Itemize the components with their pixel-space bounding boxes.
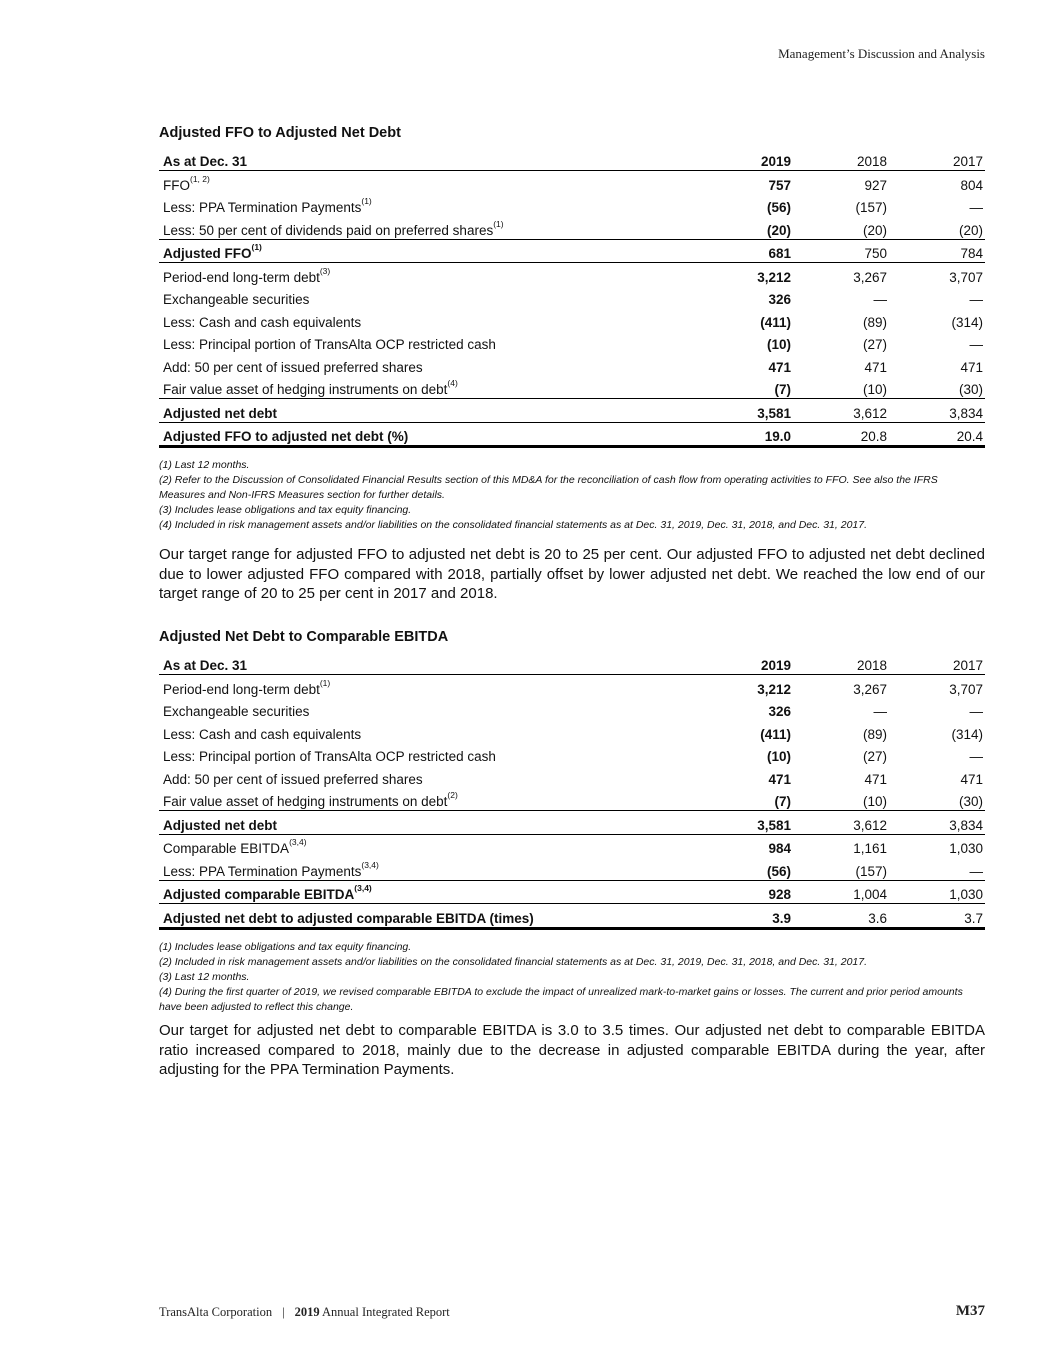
table-row bbox=[159, 720, 985, 743]
cell-2017: 804 bbox=[960, 177, 983, 193]
cell-2017: 3,707 bbox=[949, 681, 983, 697]
table-row bbox=[159, 376, 985, 399]
row-label: Add: 50 per cent of issued preferred shares bbox=[163, 359, 423, 375]
table-title: Adjusted Net Debt to Comparable EBITDA bbox=[159, 629, 449, 645]
row-label: Fair value asset of hedging instruments on debt bbox=[163, 382, 448, 397]
row-label: Less: 50 per cent of dividends paid on preferred shares bbox=[163, 222, 494, 238]
table-row-subtotal bbox=[159, 880, 985, 904]
cell-2019: (7) bbox=[774, 382, 791, 397]
footnote-ref: (3,4) bbox=[289, 837, 307, 847]
table-footnotes bbox=[159, 458, 985, 533]
cell-2019: 326 bbox=[768, 704, 791, 719]
cell-2017: 1,030 bbox=[889, 834, 985, 857]
footnote-ref: (1, 2) bbox=[190, 173, 210, 184]
cell-2019: (56) bbox=[766, 200, 791, 215]
cell-2019: (411) bbox=[760, 314, 791, 330]
cell-2018: 471 bbox=[864, 359, 887, 375]
footnote-ref: (1) bbox=[361, 196, 372, 206]
table-row-subtotal bbox=[159, 239, 985, 263]
row-label: Less: Cash and cash equivalents bbox=[163, 726, 362, 742]
cell-2018: 3,612 bbox=[793, 811, 889, 835]
cell-2018: 471 bbox=[864, 771, 887, 787]
cell-2017: 3,834 bbox=[889, 811, 985, 835]
row-label: Exchangeable securities bbox=[163, 292, 310, 307]
cell-2017: — bbox=[969, 292, 983, 307]
financial-table bbox=[159, 149, 985, 448]
row-label: Less: PPA Termination Payments bbox=[163, 200, 362, 215]
cell-2017: 3,834 bbox=[889, 399, 985, 423]
footnote: (3) Includes lease obligations and tax equity financing. bbox=[159, 504, 412, 516]
table-net-debt-to-ebitda bbox=[159, 629, 985, 1015]
footnote-ref: (1) bbox=[319, 677, 331, 688]
footer-separator: | bbox=[282, 1305, 285, 1319]
cell-2019: 471 bbox=[768, 771, 791, 787]
cell-2018: (27) bbox=[862, 337, 887, 352]
financial-table bbox=[159, 653, 985, 930]
footnote-ref: (2) bbox=[447, 790, 458, 800]
table-header-row bbox=[159, 149, 985, 171]
cell-2018: 3,267 bbox=[793, 263, 889, 286]
table-row-subtotal bbox=[159, 811, 985, 835]
cell-2018: — bbox=[873, 704, 887, 719]
cell-2019: 19.0 bbox=[707, 422, 793, 447]
table-row-ratio bbox=[159, 422, 985, 447]
table-row bbox=[159, 216, 985, 239]
footer-company: TransAlta Corporation bbox=[159, 1305, 273, 1319]
cell-2017: 471 bbox=[960, 771, 983, 787]
year-header-2018: 2018 bbox=[793, 653, 889, 675]
table-row bbox=[159, 171, 985, 194]
row-label: Adjusted net debt bbox=[163, 405, 277, 421]
cell-2017: (314) bbox=[951, 726, 983, 742]
cell-2018: (157) bbox=[855, 863, 887, 879]
table-title: Adjusted FFO to Adjusted Net Debt bbox=[159, 125, 401, 141]
table-row bbox=[159, 263, 985, 286]
cell-2017: (30) bbox=[958, 794, 983, 809]
row-label: Adjusted comparable EBITDA bbox=[163, 887, 355, 902]
year-header-2017: 2017 bbox=[889, 653, 985, 675]
row-label: Add: 50 per cent of issued preferred shares bbox=[163, 771, 423, 787]
cell-2018: (20) bbox=[862, 222, 887, 238]
footnote: (2) Refer to the Discussion of Consolidated Financial Results section of this MD&A for the reconciliation of cash flow from operating activities to FFO. See also the IFRS Measures and Non-IFRS Measures section for further details. bbox=[159, 474, 938, 501]
cell-2019: (7) bbox=[774, 794, 791, 809]
year-header-2017: 2017 bbox=[889, 149, 985, 171]
year-header-2018: 2018 bbox=[793, 149, 889, 171]
footnote-ref: (3,4) bbox=[354, 883, 372, 893]
cell-2019: 471 bbox=[768, 359, 791, 375]
row-label: Less: PPA Termination Payments bbox=[163, 863, 362, 879]
cell-2019: 928 bbox=[707, 880, 793, 904]
footnote-ref: (3,4) bbox=[361, 859, 379, 870]
cell-2019: 3,581 bbox=[707, 811, 793, 835]
cell-2018: 1,004 bbox=[793, 880, 889, 904]
cell-2018: 3,612 bbox=[793, 399, 889, 423]
row-label: Comparable EBITDA bbox=[163, 841, 290, 856]
cell-2019: (56) bbox=[766, 863, 791, 879]
footnote: (1) Last 12 months. bbox=[159, 459, 250, 471]
cell-2017: 1,030 bbox=[889, 880, 985, 904]
cell-2017: 3,707 bbox=[889, 263, 985, 286]
table-row bbox=[159, 675, 985, 698]
row-label: Adjusted FFO to adjusted net debt (%) bbox=[163, 429, 409, 444]
column-label: As at Dec. 31 bbox=[159, 653, 707, 675]
footnote: (4) Included in risk management assets and/or liabilities on the consolidated financial statements as at Dec. 31, 2019, Dec. 31, 2018, and Dec. 31, 2017. bbox=[159, 519, 868, 531]
cell-2019: 681 bbox=[707, 239, 793, 263]
footer-report-name: Annual Integrated Report bbox=[322, 1305, 450, 1319]
body-paragraph-1-block bbox=[159, 545, 985, 604]
cell-2017: 471 bbox=[960, 359, 983, 375]
row-label: Adjusted net debt to adjusted comparable EBITDA (times) bbox=[163, 910, 534, 926]
row-label: Adjusted net debt bbox=[163, 817, 277, 833]
cell-2019: (10) bbox=[766, 749, 791, 764]
footnote-ref: (3) bbox=[319, 265, 331, 276]
cell-2017: (314) bbox=[951, 314, 983, 330]
footnote-ref: (1) bbox=[493, 218, 504, 229]
cell-2018: (89) bbox=[862, 726, 887, 742]
cell-2018: (10) bbox=[862, 794, 887, 809]
body-paragraph-2-block bbox=[159, 1021, 985, 1080]
cell-2017: (30) bbox=[958, 382, 983, 397]
cell-2019: 757 bbox=[768, 177, 791, 193]
year-header-2019: 2019 bbox=[707, 149, 793, 171]
page-number: M37 bbox=[955, 1303, 985, 1319]
row-label: Less: Principal portion of TransAlta OCP restricted cash bbox=[163, 337, 496, 352]
row-label: Adjusted FFO bbox=[163, 246, 252, 261]
cell-2018: 927 bbox=[864, 177, 887, 193]
table-row bbox=[159, 857, 985, 880]
year-header-2019: 2019 bbox=[707, 653, 793, 675]
table-row bbox=[159, 788, 985, 811]
cell-2018: — bbox=[873, 292, 887, 307]
cell-2019: 984 bbox=[707, 834, 793, 857]
row-label: FFO bbox=[163, 177, 190, 193]
footnote: (2) Included in risk management assets and/or liabilities on the consolidated financial statements as at Dec. 31, 2019, Dec. 31, 2018, and Dec. 31, 2017. bbox=[159, 955, 868, 968]
cell-2018: (10) bbox=[862, 382, 887, 397]
table-row-total bbox=[159, 399, 985, 423]
row-label: Less: Principal portion of TransAlta OCP restricted cash bbox=[163, 749, 496, 764]
cell-2017: — bbox=[969, 337, 983, 352]
table-ffo-to-net-debt bbox=[159, 125, 985, 533]
cell-2018: (157) bbox=[855, 200, 887, 215]
column-label: As at Dec. 31 bbox=[159, 149, 707, 171]
row-label: Period-end long-term debt bbox=[163, 681, 320, 697]
cell-2017: — bbox=[969, 200, 983, 215]
cell-2017: 20.4 bbox=[889, 422, 985, 447]
row-label: Exchangeable securities bbox=[163, 704, 310, 719]
cell-2018: (89) bbox=[862, 314, 887, 330]
cell-2019: (10) bbox=[766, 337, 791, 352]
table-footnotes bbox=[159, 940, 985, 1015]
cell-2017: — bbox=[969, 704, 983, 719]
table-header-row bbox=[159, 653, 985, 675]
footnote: (3) Last 12 months. bbox=[159, 970, 250, 983]
cell-2018: 750 bbox=[793, 239, 889, 263]
table-row bbox=[159, 834, 985, 857]
footnote-ref: (1) bbox=[251, 242, 262, 252]
cell-2017: — bbox=[969, 749, 983, 764]
table-row bbox=[159, 194, 985, 217]
cell-2018: 1,161 bbox=[793, 834, 889, 857]
cell-2019: 3.9 bbox=[707, 904, 793, 929]
cell-2018: 3,267 bbox=[853, 681, 887, 697]
table-row-ratio bbox=[159, 904, 985, 929]
footnote-ref: (4) bbox=[447, 378, 458, 388]
body-paragraph: Our target for adjusted net debt to comparable EBITDA is 3.0 to 3.5 times. Our adjusted net debt to comparable EBITDA ratio increased compared to 2018, mainly due to the decrease in adjusted comparable EBITDA during the year, after adjusting for the PPA Termination Payments. bbox=[159, 1022, 985, 1078]
table-row bbox=[159, 331, 985, 354]
cell-2018: 20.8 bbox=[793, 422, 889, 447]
cell-2017: 3.7 bbox=[889, 904, 985, 929]
cell-2019: (20) bbox=[766, 222, 791, 238]
cell-2019: 326 bbox=[768, 292, 791, 307]
table-row bbox=[159, 698, 985, 721]
table-row bbox=[159, 353, 985, 376]
body-paragraph: Our target range for adjusted FFO to adjusted net debt is 20 to 25 per cent. Our adjusted FFO to adjusted net debt declined due to lower adjusted FFO compared with 2018, partially offset by lower adjusted net debt. We reached the low end of our target range of 20 to 25 per cent in 2017 and 2018. bbox=[159, 546, 985, 602]
page-footer bbox=[159, 1305, 985, 1320]
table-row bbox=[159, 765, 985, 788]
row-label: Fair value asset of hedging instruments on debt bbox=[163, 794, 448, 809]
cell-2019: 3,212 bbox=[757, 681, 791, 697]
cell-2019: 3,581 bbox=[707, 399, 793, 423]
running-header: Management’s Discussion and Analysis bbox=[778, 46, 985, 61]
table-row bbox=[159, 286, 985, 309]
cell-2017: — bbox=[969, 863, 983, 879]
cell-2018: (27) bbox=[862, 749, 887, 764]
footnote: (1) Includes lease obligations and tax equity financing. bbox=[159, 940, 412, 953]
footnote: (4) During the first quarter of 2019, we revised comparable EBITDA to exclude the impact of unrealized mark-to-market gains or losses. The current and prior period amounts have been adjusted to reflect this change. bbox=[159, 985, 963, 1013]
cell-2019: (411) bbox=[760, 726, 791, 742]
cell-2017: 784 bbox=[889, 239, 985, 263]
row-label: Less: Cash and cash equivalents bbox=[163, 314, 362, 330]
table-row bbox=[159, 743, 985, 766]
table-row bbox=[159, 308, 985, 331]
row-label: Period-end long-term debt bbox=[163, 269, 320, 285]
cell-2019: 3,212 bbox=[707, 263, 793, 286]
footer-year: 2019 bbox=[294, 1305, 320, 1319]
cell-2018: 3.6 bbox=[793, 904, 889, 929]
cell-2017: (20) bbox=[958, 222, 983, 238]
